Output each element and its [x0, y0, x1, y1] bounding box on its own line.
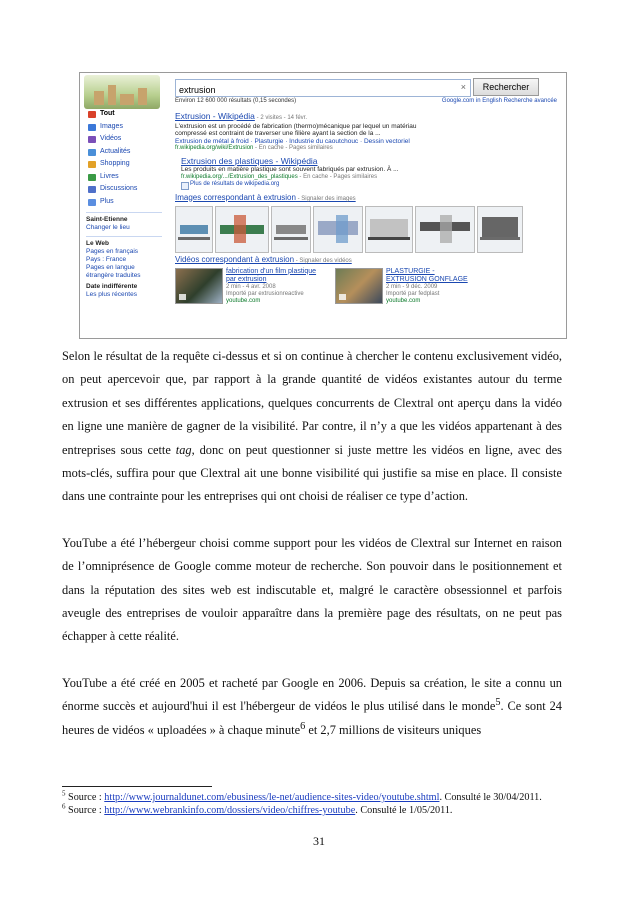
video-title-link[interactable]: EXTRUSION GONFLAGE: [386, 275, 468, 283]
images-section-title[interactable]: Images correspondant à extrusion - Signaler des images: [175, 192, 356, 202]
web-option-french[interactable]: Pages en français: [86, 248, 139, 255]
footnote: $^5$ Source : http://www.journaldunet.com/ebusiness/le-net/audience-sites-video/youtube.shtml. Consulté le 30/04/2011.: [62, 789, 542, 803]
nav-item-more[interactable]: Plus: [86, 196, 166, 209]
footnote-ref[interactable]: 6: [300, 720, 306, 732]
footnote-separator: [62, 786, 212, 787]
nav-item-images[interactable]: Images: [86, 121, 166, 134]
result-snippet: compressé est contraint de traverser une filière ayant la section de la ...: [175, 130, 381, 138]
video-uploader: Importé par fedplast: [386, 290, 440, 297]
play-icon: [179, 294, 186, 300]
result-sitelinks[interactable]: Extrusion de métal à froid · Plasturgie · Industrie du caoutchouc · Dessin vectoriel: [175, 137, 410, 145]
date-option-recent[interactable]: Les plus récentes: [86, 291, 137, 298]
nav-divider: [86, 212, 162, 213]
news-icon: [88, 149, 96, 156]
footnote: $^6$ Source : http://www.webrankinfo.com/dossiers/video/chiffres-youtube. Consulté le 1/05/2011.: [62, 802, 453, 816]
cache-link[interactable]: - En cache - Pages similaires: [253, 145, 333, 152]
search-screenshot: [79, 72, 567, 339]
paragraph: YouTube a été créé en 2005 et racheté par Google en 2006. Depuis sa création, le site a connu un énorme succès et aujourd'hui il est l'hébergeur de vidéos le plus utilisé dans le monde$^5$. Ce sont 24 heures de vidéos « uploadées » à chaque minute$^6$ et 2,7 millions de visiteurs uniques: [62, 675, 563, 737]
search-result: [175, 156, 560, 189]
result-count: Environ 12 600 000 résultats (0,15 secondes): [175, 98, 297, 104]
nav-item-books[interactable]: Livres: [86, 171, 166, 184]
video-thumbnail[interactable]: [335, 268, 383, 304]
video-meta: 2 min - 4 avr. 2008: [226, 283, 276, 290]
report-videos-link[interactable]: - Signaler des vidéos: [294, 257, 352, 264]
video-meta: 2 min - 9 déc. 2009: [386, 283, 438, 290]
search-result: [175, 111, 560, 153]
nav-item-shopping[interactable]: Shopping: [86, 158, 166, 171]
nav-item-discussions[interactable]: Discussions: [86, 183, 166, 196]
result-title-link[interactable]: Extrusion - Wikipédia: [175, 111, 255, 121]
clear-icon[interactable]: ×: [460, 82, 466, 92]
report-images-link[interactable]: - Signaler des images: [295, 195, 356, 202]
english-link[interactable]: Google.com in English: [441, 98, 502, 104]
image-thumbnail[interactable]: [271, 206, 311, 253]
search-button[interactable]: Rechercher: [473, 78, 539, 96]
video-uploader: Importé par extrusionreactive: [226, 290, 304, 297]
location-heading: Saint-Etienne: [86, 216, 128, 223]
video-source: youtube.com: [386, 297, 421, 304]
image-thumbnails: [175, 206, 560, 251]
video-source: youtube.com: [226, 297, 261, 304]
image-thumbnail[interactable]: [477, 206, 523, 253]
image-thumbnail[interactable]: [313, 206, 363, 253]
paragraph: YouTube a été l’hébergeur choisi comme support pour les vidéos de Clextral sur Internet en raison de l’omniprésence de Google comme moteur de recherche. Son pouvoir dans le positionnement et dans la réputation des sites web est indiscutable et, malgré le caractère obsessionnel et parfois aveugle des entreprises de vouloir apparaître dans la première page des résultats, on ne peut pas échapper à cette réalité.: [62, 535, 562, 644]
search-results: [175, 111, 560, 320]
video-result: [335, 268, 525, 320]
videos-icon: [88, 136, 96, 143]
images-icon: [88, 124, 96, 131]
shopping-icon: [88, 161, 96, 168]
web-option-translated-cont[interactable]: étrangère traduites: [86, 272, 141, 279]
image-thumbnail[interactable]: [175, 206, 213, 253]
play-icon: [339, 294, 346, 300]
left-navigation: [86, 108, 166, 299]
cache-link[interactable]: - En cache - Pages similaires: [297, 173, 378, 180]
nav-item-videos[interactable]: Vidéos: [86, 133, 166, 146]
search-box[interactable]: [175, 79, 471, 97]
video-title-link[interactable]: PLASTURGIE -: [386, 267, 435, 275]
web-option-country[interactable]: Pays : France: [86, 256, 127, 263]
search-input[interactable]: [176, 83, 449, 97]
result-snippet: L'extrusion est un procédé de fabrication (thermo)mécanique par lequel un matériau: [175, 122, 417, 130]
web-heading: Le Web: [86, 240, 109, 247]
advanced-search-link[interactable]: Recherche avancée: [503, 98, 557, 104]
nav-divider: [86, 236, 162, 237]
video-title-link[interactable]: par extrusion: [226, 275, 267, 283]
footnotes: [62, 791, 562, 817]
date-heading: Date indifférente: [86, 283, 138, 290]
footnote-link[interactable]: http://www.webrankinfo.com/dossiers/video/chiffres-youtube: [104, 805, 356, 816]
result-url: fr.wikipedia.org/.../Extrusion_des_plastiques - En cache - Pages similaires: [181, 173, 378, 180]
more-icon: [88, 199, 96, 206]
body-text: [62, 345, 562, 742]
italic-term: tag: [175, 442, 192, 457]
video-results: [175, 268, 560, 320]
web-option-translated[interactable]: Pages en langue: [86, 264, 135, 271]
nav-item-news[interactable]: Actualités: [86, 146, 166, 159]
paragraph: Selon le résultat de la requête ci-dessus et si on continue à chercher le contenu exclusivement vidéo, on peut apercevoir que, par rapport à la grande quantité de vidéos existantes autour du terme extrusion et ses différentes applications, quelques concurrents de Clextral ont aperçu dans la vidéo en ligne une manière de gagner de la visibilité. Par contre, il n’y a que les vidéos appartenant à des entreprises sous cette tag, donc on peut questionner si juste mettre les vidéos en ligne, avec des mots-clés, suffira pour que Clextral ait une bonne visibilité qui justifie sa mise en place. Il consiste dans une contrainte pour les entreprises qui ont choisi de réaliser ce type d’action.: [62, 349, 562, 504]
videos-section-title[interactable]: Vidéos correspondant à extrusion - Signaler des vidéos: [175, 254, 352, 264]
books-icon: [88, 174, 96, 181]
footnote-ref[interactable]: 5: [495, 697, 501, 709]
image-thumbnail[interactable]: [365, 206, 413, 253]
change-location-link[interactable]: Changer le lieu: [86, 224, 130, 231]
everything-icon: [88, 111, 96, 118]
footnote-link[interactable]: http://www.journaldunet.com/ebusiness/le-net/audience-sites-video/youtube.shtml: [104, 792, 440, 803]
more-results-link[interactable]: Plus de résultats de wikipedia.org: [181, 181, 560, 189]
video-thumbnail[interactable]: [175, 268, 223, 304]
result-snippet: Les produits en matière plastique sont souvent fabriqués par extrusion. À ...: [181, 165, 399, 173]
result-url: fr.wikipedia.org/wiki/Extrusion - En cache - Pages similaires: [175, 145, 333, 152]
google-logo: [84, 75, 160, 109]
result-meta: - 2 visites - 14 févr.: [256, 115, 308, 121]
nav-item-all[interactable]: Tout: [86, 108, 166, 121]
result-stats: [175, 98, 557, 104]
image-thumbnail[interactable]: [415, 206, 475, 253]
video-title-link[interactable]: fabrication d'un film plastique: [226, 267, 317, 275]
discussions-icon: [88, 186, 96, 193]
page-number: 31: [313, 834, 325, 848]
result-title-link[interactable]: Extrusion des plastiques - Wikipédia: [181, 155, 318, 166]
image-thumbnail[interactable]: [215, 206, 269, 253]
